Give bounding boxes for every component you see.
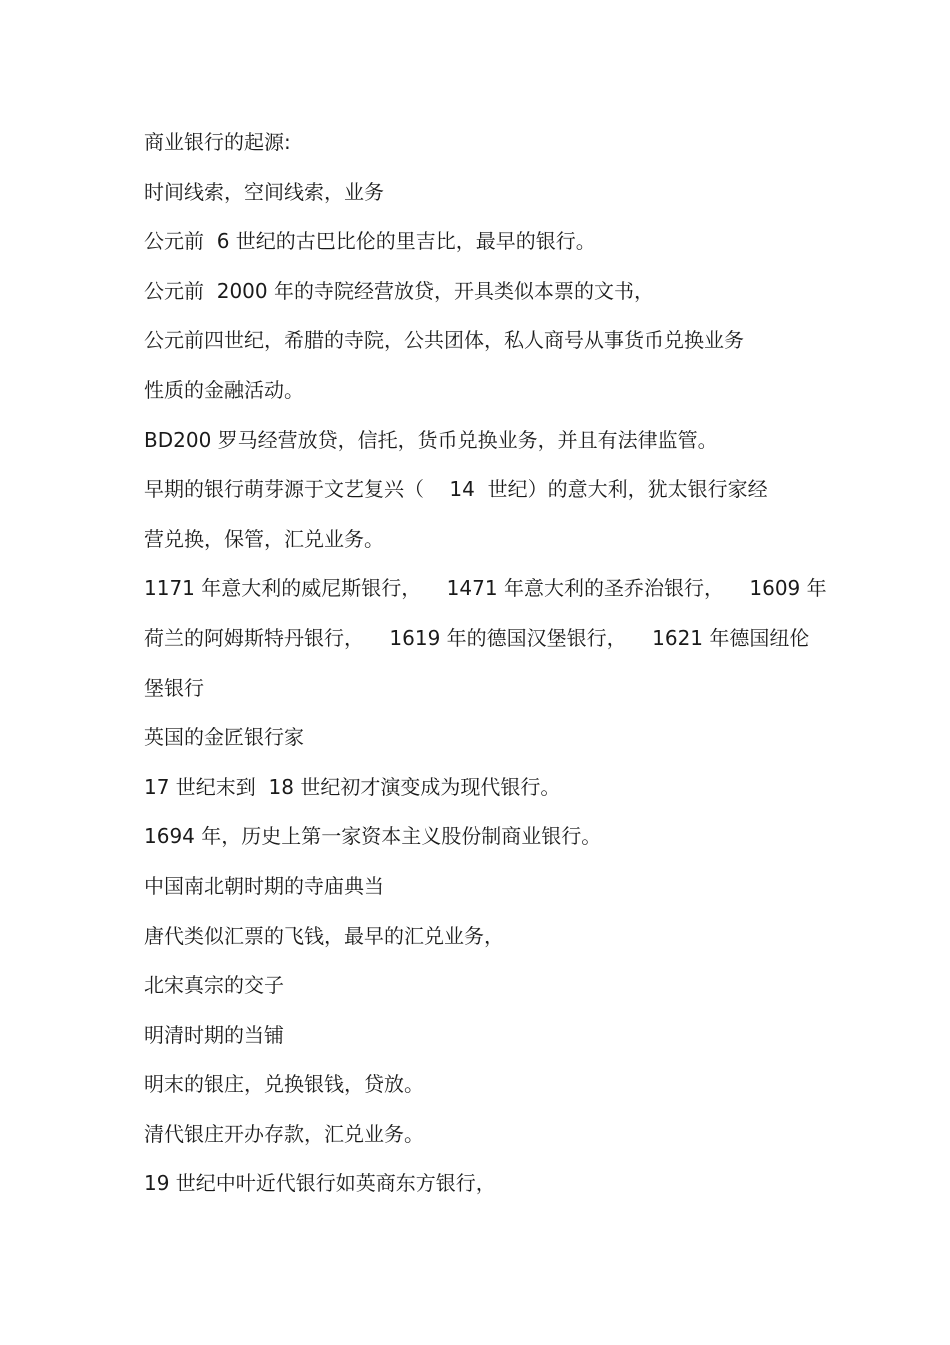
text-line: 北宋真宗的交子 [144, 973, 284, 998]
text-line: 营兑换，保管，汇兑业务。 [144, 526, 384, 551]
text-line: 性质的金融活动。 [144, 377, 304, 402]
text-line: 英国的金匠银行家 [144, 725, 304, 750]
text-line: 清代银庄开办存款，汇兑业务。 [144, 1121, 424, 1146]
text-line: 唐代类似汇票的飞钱，最早的汇兑业务， [144, 923, 504, 948]
text-line: 1171 年意大利的威尼斯银行， 1471 年意大利的圣乔治银行， 1609 年 [144, 576, 827, 601]
text-line: 商业银行的起源: [144, 130, 291, 154]
text-line: 明清时期的当铺 [144, 1022, 284, 1047]
text-line: 公元前 2000 年的寺院经营放贷，开具类似本票的文书， [144, 278, 654, 303]
text-line: BD200 罗马经营放贷，信托，货币兑换业务，并且有法律监管。 [144, 427, 718, 452]
text-line: 17 世纪末到 18 世纪初才演变成为现代银行。 [144, 774, 561, 799]
text-line: 公元前 6 世纪的古巴比伦的里吉比，最早的银行。 [144, 229, 596, 254]
text-line: 公元前四世纪，希腊的寺院，公共团体，私人商号从事货币兑换业务 [144, 328, 744, 353]
text-line: 19 世纪中叶近代银行如英商东方银行， [144, 1171, 496, 1196]
text-line: 明末的银庄，兑换银钱，贷放。 [144, 1072, 424, 1097]
text-line: 堡银行 [144, 675, 204, 700]
text-line: 荷兰的阿姆斯特丹银行， 1619 年的德国汉堡银行， 1621 年德国纽伦 [144, 625, 810, 650]
text-line: 时间线索，空间线索，业务 [144, 179, 384, 204]
text-line: 早期的银行萌芽源于文艺复兴（ 14 世纪）的意大利，犹太银行家经 [144, 477, 768, 502]
document-body [144, 128, 827, 1219]
text-line: 1694 年，历史上第一家资本主义股份制商业银行。 [144, 824, 602, 849]
text-line: 中国南北朝时期的寺庙典当 [144, 873, 384, 898]
